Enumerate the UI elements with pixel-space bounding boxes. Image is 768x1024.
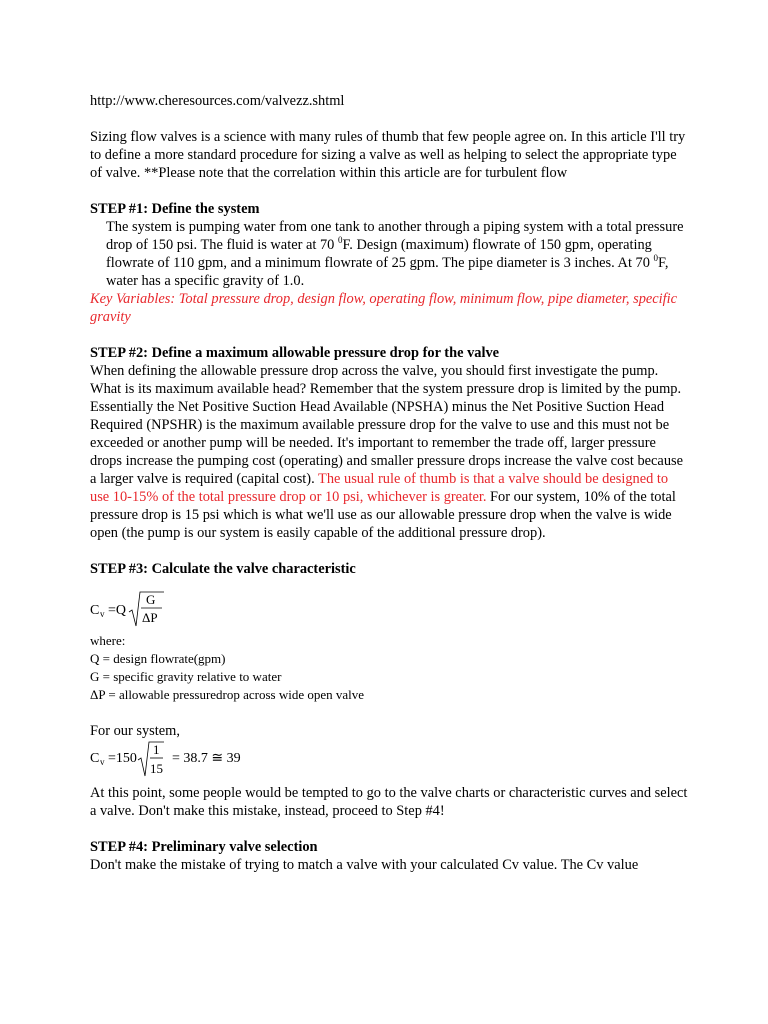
step1-text-c: F, water has a specific gravity of 1.0. [106,255,669,289]
calc-den: 15 [150,761,163,776]
step2-text-b: For our system, 10% of the total pressure drop is 15 psi which is what we'll use as our allowable pressure drop when the valve is wide open (the pump is our system is easily capable of the additional pressure drop). [90,489,676,541]
source-url: http://www.cheresources.com/valvezz.shtml [90,93,345,109]
cv-calculation-graphic [90,740,290,784]
calc-result: = 38.7 ≅ 39 [172,751,241,766]
step1-paragraph [90,218,690,290]
calc-num: 1 [153,742,160,757]
step2-text-a: When defining the allowable pressure drop across the valve, you should first investigate the pump. What is its maximum available head? Remember that the system pressure drop is limited by the pump. Essentially the Net Positive Suction Head Available (NPSHA) minus the Net Positive Suction Head Required (NPSHR) is the maximum available pressure drop for the valve to use and this must not be exceeded or another pump will be needed. It's important to remember the trade off, larger pressure drops increase the pumping cost (operating) and smaller pressure drops increase the valve cost because a larger valve is required (capital cost). [90,363,684,487]
formula-eq: =Q [108,603,127,618]
step1-heading-title: : Define the system [143,201,260,217]
formula-sub: v [100,609,105,619]
step3-heading: STEP #3: Calculate the valve characteristic [90,561,356,577]
for-our-system: For our system, [90,723,180,739]
formula-definitions [90,632,690,704]
step1-heading [90,200,690,218]
calc-sub: v [100,757,105,767]
step4-paragraph: Don't make the mistake of trying to match a valve with your calculated Cv value. The Cv value [90,857,639,873]
document-page [90,92,690,874]
formula-lhs: C [90,603,100,618]
degree-sup: 0 [337,235,343,245]
key-variables: Key Variables: Total pressure drop, design flow, operating flow, minimum flow, pipe diameter, specific gravity [90,291,678,325]
cv-formula-graphic [90,584,290,632]
cv-calculation [90,740,690,784]
def-q: Q = design flowrate(gpm) [90,651,226,666]
def-dp: ΔP = allowable pressuredrop across wide open valve [90,687,365,702]
calc-eq: =150 [108,751,137,766]
step2-heading: STEP #2: Define a maximum allowable pressure drop for the valve [90,345,500,361]
rule-of-thumb: The usual rule of thumb is that a valve should be designed to use 10-15% of the total pressure drop or 10 psi, whichever is greater. [90,471,669,505]
step1-text-b: F. Design (maximum) flowrate of 150 gpm, operating flowrate of 110 gpm, and a minimum flowrate of 25 gpm. The pipe diameter is 3 inches. At 70 [106,237,654,271]
formula-den: ΔP [142,610,158,625]
calc-lhs: C [90,751,100,766]
def-g: G = specific gravity relative to water [90,669,282,684]
intro-paragraph: Sizing flow valves is a science with many rules of thumb that few people agree on. In this article I'll try to define a more standard procedure for sizing a valve as well as helping to select the appropriate type of valve. **Please note that the correlation within this article are for turbulent flow [90,129,686,181]
cv-formula [90,584,690,632]
degree-sup: 0 [653,253,659,263]
step4-heading: STEP #4: Preliminary valve selection [90,839,318,855]
formula-num: G [146,592,156,607]
step1-text-a: The system is pumping water from one tank to another through a piping system with a total pressure drop of 150 psi. The fluid is water at 70 [106,219,684,253]
step2-paragraph [90,362,690,542]
step1-heading-label: STEP #1 [90,201,144,217]
where-label: where: [90,633,126,648]
step3-after: At this point, some people would be tempted to go to the valve charts or characteristic curves and select a valve. Don't make this mistake, instead, proceed to Step #4! [90,785,688,819]
